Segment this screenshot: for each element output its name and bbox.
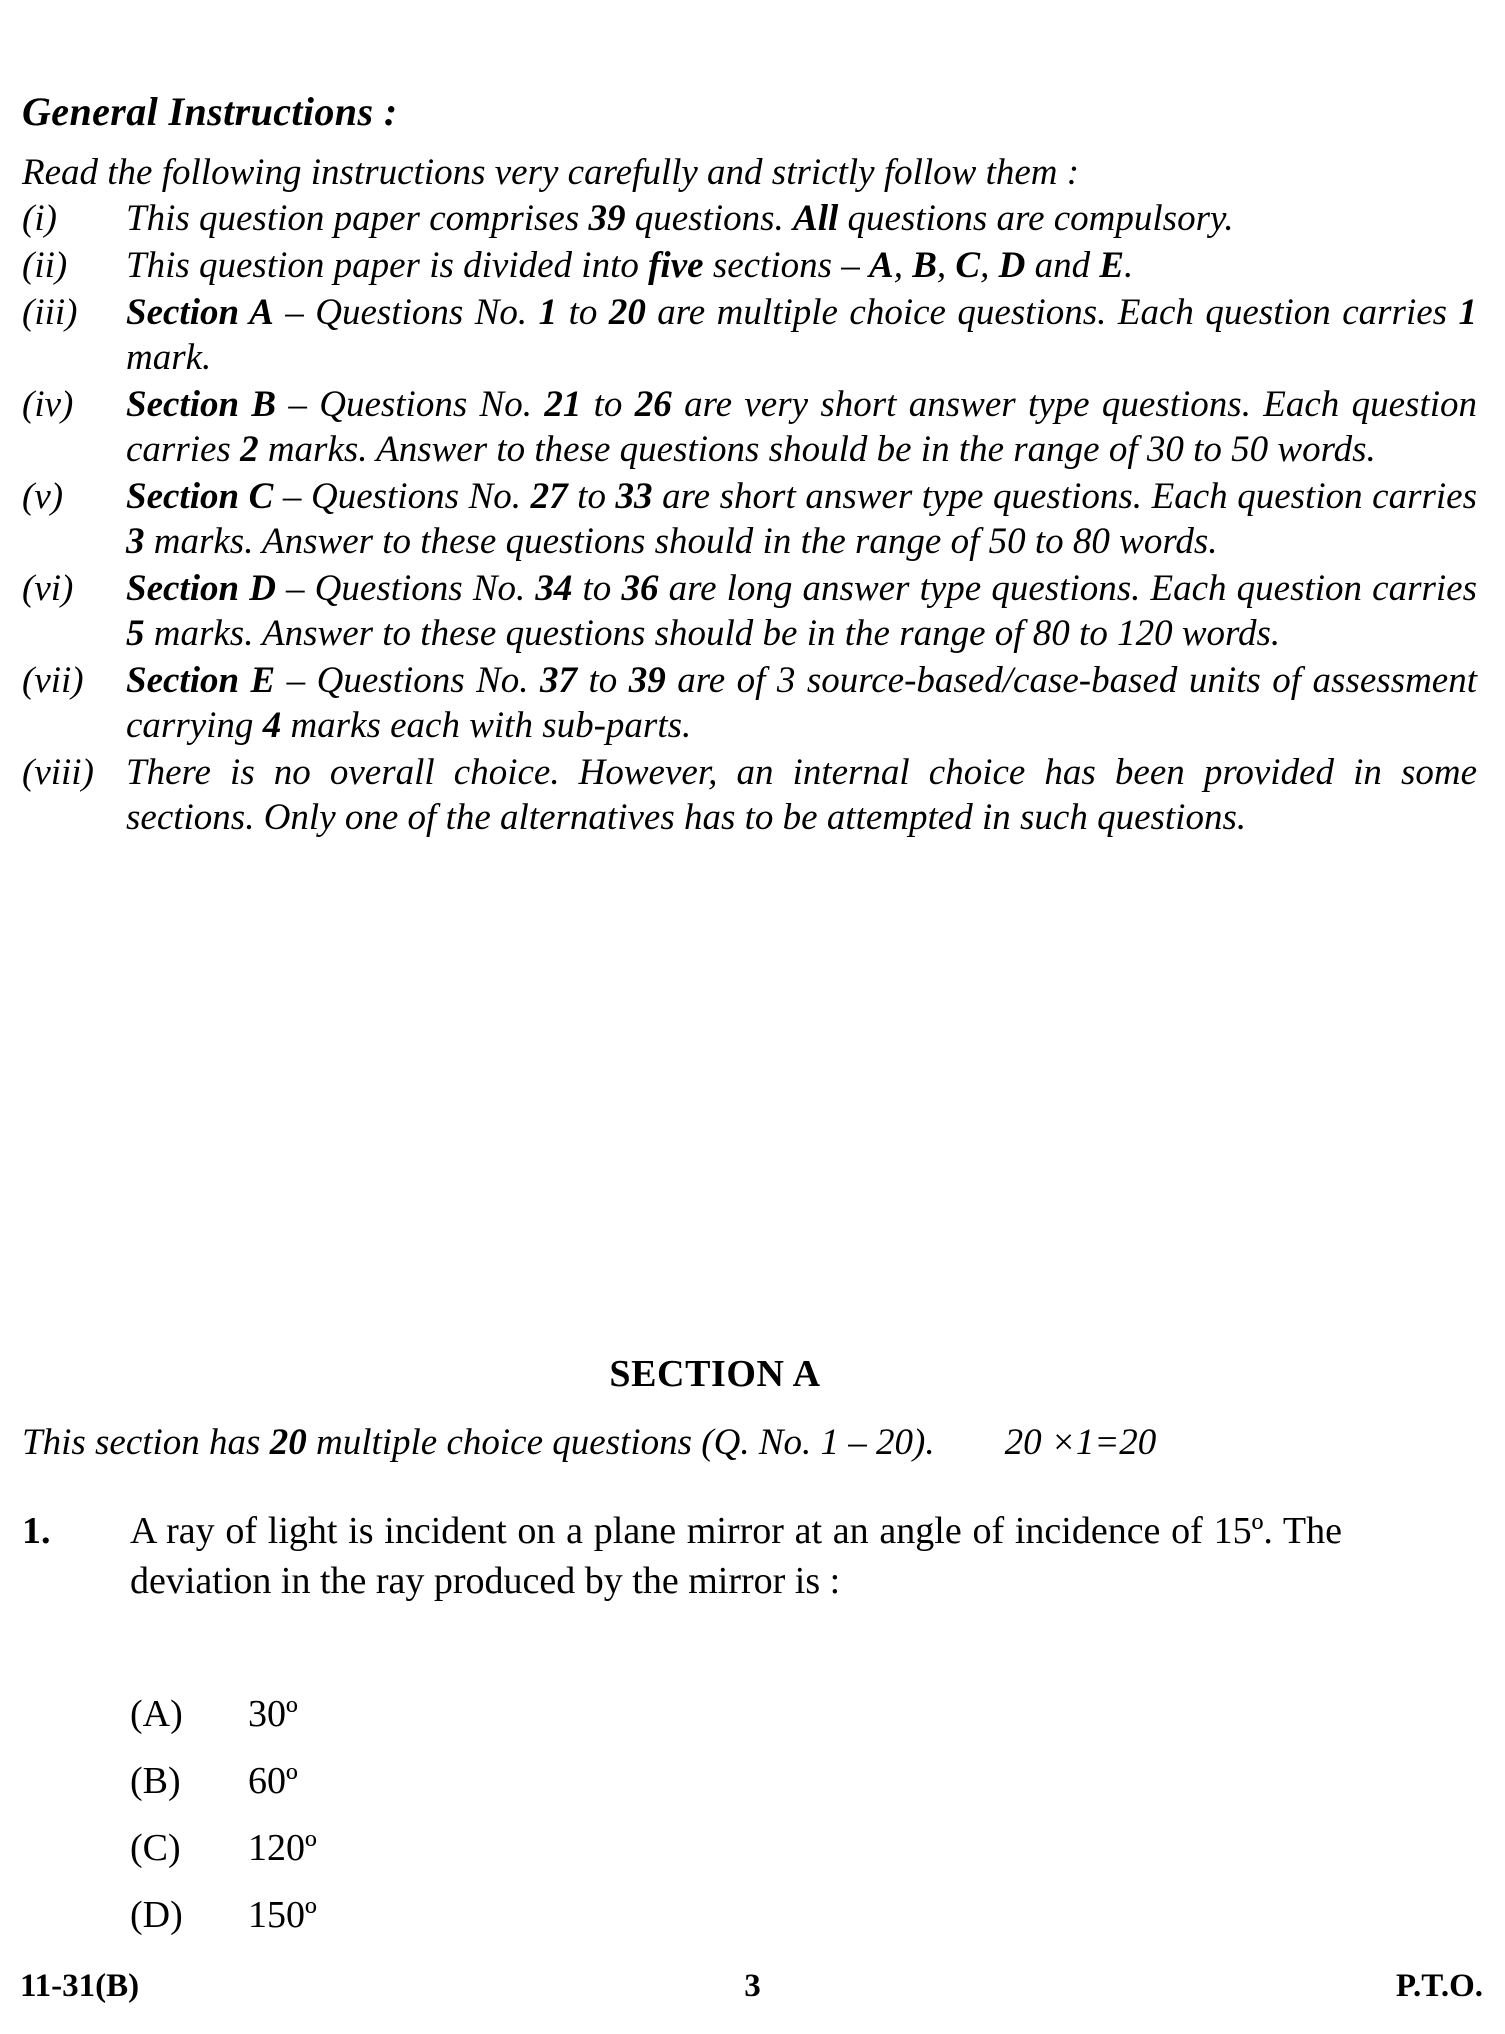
option-value: 60º [248, 1760, 298, 1802]
option-label: (D) [130, 1894, 183, 1936]
page-number: 3 [744, 1968, 761, 2004]
instruction-marker: (vi) [22, 568, 74, 609]
option-label: (C) [130, 1827, 181, 1869]
option-label: (B) [130, 1760, 181, 1802]
option-label: (A) [130, 1693, 183, 1735]
instruction-item [22, 658, 1477, 748]
option-value: 30º [248, 1693, 298, 1735]
option-c[interactable] [130, 1824, 830, 1891]
instructions-list [22, 196, 1477, 842]
instruction-item [22, 566, 1477, 656]
instruction-text: This question paper is divided into five sections – A, B, C, D and E. [126, 245, 1134, 286]
instruction-marker: (vii) [22, 660, 84, 701]
instruction-marker: (iii) [22, 292, 78, 333]
instruction-text: There is no overall choice. However, an internal choice has been provided in some sections. Only one of the alternatives has to be attempted in such questions. [126, 752, 1477, 838]
question-number: 1. [22, 1510, 51, 1552]
turn-over-label: P.T.O. [1395, 1968, 1483, 2004]
section-a-intro [22, 1420, 1477, 1466]
page-footer [0, 1968, 1505, 2018]
general-instructions-heading: General Instructions : [22, 89, 398, 134]
instruction-text: This question paper comprises 39 questions. All questions are compulsory. [126, 198, 1234, 239]
instruction-marker: (v) [22, 476, 64, 517]
instruction-item [22, 474, 1477, 564]
question-1 [22, 1506, 1342, 1606]
option-a[interactable] [130, 1690, 830, 1757]
instruction-text: Section D – Questions No. 34 to 36 are long answer type questions. Each question carries 5 marks. Answer to these questions should be in the range of 80 to 120 words. [126, 568, 1478, 654]
question-1-options [130, 1690, 830, 1958]
question-text: A ray of light is incident on a plane mirror at an angle of incidence of 15º. The deviation in the ray produced by the mirror is : [130, 1510, 1342, 1602]
instruction-item [22, 196, 1477, 241]
instruction-item [22, 290, 1477, 380]
instructions-lead-line: Read the following instructions very carefully and strictly follow them : [22, 152, 1080, 193]
instruction-item [22, 243, 1477, 288]
instruction-marker: (iv) [22, 384, 74, 425]
option-b[interactable] [130, 1757, 830, 1824]
instruction-item [22, 382, 1477, 472]
instruction-text: Section B – Questions No. 21 to 26 are very short answer type questions. Each question carries 2 marks. Answer to these questions should be in the range of 30 to 50 words. [126, 384, 1477, 470]
section-a-heading: SECTION A [609, 1353, 821, 1395]
instruction-text: Section A – Questions No. 1 to 20 are multiple choice questions. Each question carries 1 mark. [126, 292, 1477, 378]
instruction-item [22, 750, 1477, 840]
section-marks-notation: 20 ×1=20 [1004, 1422, 1157, 1463]
option-value: 120º [248, 1827, 317, 1869]
instruction-marker: (viii) [22, 752, 94, 793]
section-intro-text: This section has 20 multiple choice questions (Q. No. 1 – 20). [22, 1422, 935, 1463]
instruction-text: Section E – Questions No. 37 to 39 are of 3 source-based/case-based units of assessment carrying 4 marks each with sub-parts. [126, 660, 1477, 746]
option-d[interactable] [130, 1891, 830, 1958]
instruction-marker: (ii) [22, 245, 68, 286]
instruction-marker: (i) [22, 198, 57, 239]
paper-code: 11-31(B) [20, 1968, 140, 2004]
instruction-text: Section C – Questions No. 27 to 33 are short answer type questions. Each question carries 3 marks. Answer to these questions should in the range of 50 to 80 words. [126, 476, 1478, 562]
option-value: 150º [248, 1894, 317, 1936]
